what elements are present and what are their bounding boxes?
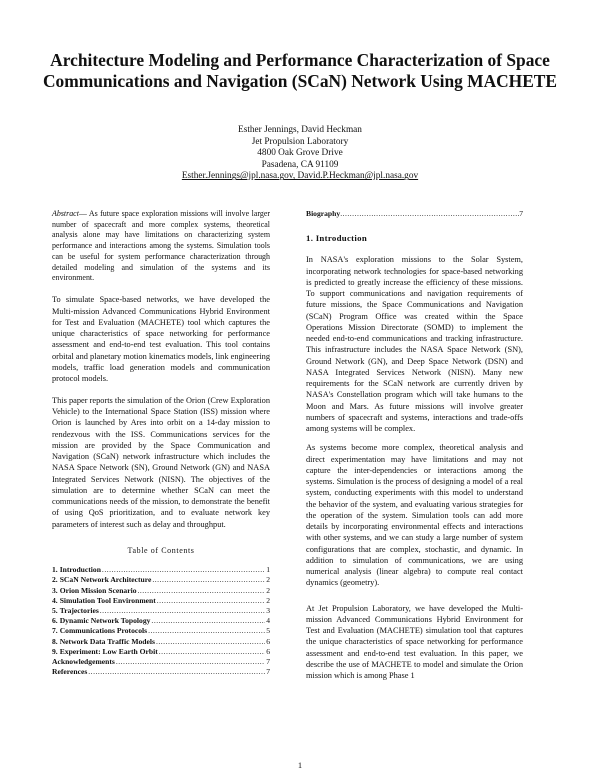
toc-leader <box>152 575 265 585</box>
page-number: 1 <box>297 760 303 770</box>
author-address-line-1: 4800 Oak Grove Drive <box>257 148 343 159</box>
toc-item-number: 2. <box>52 575 58 585</box>
toc-item-page: 6 <box>266 636 270 646</box>
table-of-contents-continued <box>306 209 523 219</box>
toc-item[interactable] <box>52 596 270 606</box>
table-of-contents <box>52 565 270 677</box>
toc-leader <box>157 596 265 606</box>
toc-item-label: Orion Mission Scenario <box>59 585 137 595</box>
toc-item-label: Biography <box>306 209 341 218</box>
toc-item-number: 1. <box>52 565 58 575</box>
toc-item-page: 2 <box>266 585 270 595</box>
toc-item-number: 8. <box>52 636 58 646</box>
toc-item-number: 5. <box>52 605 58 615</box>
toc-item-label: Acknowledgements <box>52 657 115 666</box>
toc-item[interactable] <box>306 209 523 219</box>
toc-item-label: SCaN Network Architecture <box>59 575 152 585</box>
left-paragraph: This paper reports the simulation of the Orion (Crew Exploration Vehicle) to the International Space Station (ISS) mission where Orion is launched by Ares into orbit on a 14-day mission to rendezvous with the ISS. Communications services for the mission are provided by the Space Communication and Navigation (SCaN) network infrastructure which includes the NASA Space Network (SN), Ground Network (GN) and NASA Integrated Services Network (NISN). The objectives of the simulation are to determine whether SCaN can meet the communications needs of the mission, to demonstrate the benefit of using QoS prioritization, and to evaluate network key parameters of interest such as delay and throughput. <box>52 395 270 529</box>
right-column <box>306 209 523 689</box>
left-column <box>52 209 270 677</box>
body-paragraph: At Jet Propulsion Laboratory, we have developed the Multi-mission Advanced Communications Hybrid Environment for Test and Evaluation (MACHETE) simulation tool that captures the unique characteristics of space networking for performance assessment and end-to-end test evaluation. In this paper, we describe the use of MACHETE to model and simulate the Orion mission which is among Phase 1 <box>306 603 523 680</box>
toc-item[interactable] <box>52 626 270 636</box>
toc-leader <box>138 586 266 596</box>
toc-item[interactable] <box>52 575 270 585</box>
toc-item-page: 2 <box>266 595 270 605</box>
toc-item[interactable] <box>52 657 270 667</box>
section-heading: 1. Introduction <box>306 233 368 243</box>
toc-item-label: Network Data Traffic Models <box>59 636 155 646</box>
toc-leader <box>100 606 265 616</box>
toc-item-page: 7 <box>519 209 523 218</box>
author-names: Esther Jennings, David Heckman <box>238 125 362 135</box>
toc-item-label: Introduction <box>59 565 101 575</box>
section-body <box>306 254 523 681</box>
toc-leader <box>148 626 265 636</box>
toc-item[interactable] <box>52 565 270 575</box>
toc-leader <box>116 657 265 667</box>
author-address-line-2: Pasadena, CA 91109 <box>261 159 339 170</box>
toc-item-page: 7 <box>266 667 270 677</box>
toc-item-label: Dynamic Network Topology <box>59 616 151 626</box>
toc-item-label: Trajectories <box>59 605 99 615</box>
toc-item-label: Experiment: Low Earth Orbit <box>59 646 158 656</box>
toc-item-number: 4. <box>52 595 58 605</box>
toc-item-page: 4 <box>266 616 270 626</box>
author-emails[interactable]: Esther.Jennings@jpl.nasa.gov, David.P.Heckman@jpl.nasa.gov <box>181 171 419 182</box>
toc-item[interactable] <box>52 606 270 616</box>
toc-leader <box>159 647 265 657</box>
author-block <box>160 125 440 183</box>
toc-heading: Table of Contents <box>127 545 195 555</box>
toc-item-page: 2 <box>266 575 270 585</box>
toc-item-number: 9. <box>52 646 58 656</box>
toc-item[interactable] <box>52 647 270 657</box>
body-paragraph: In NASA's exploration missions to the Solar System, incorporating network technologies for space-based networking is predicted to greatly increase the efficiency of these missions. To support communications and navigation requirements of future missions, the Space Communications and Navigation (SCaN) Program Office was created within the Space Operations Mission Directorate (SOMD) to implement the needed end-to-end communications and tracking infrastructure. This infrastructure includes the NASA Space Network (SN), Ground Network (GN), and Deep Space Network (DSN) and NASA Integrated Services Network (NISN). Many new requirements for the SCaN network are currently driven by NASA's Constellation program which will take humans to the Moon and Mars. As future missions will involve greater numbers of spacecraft and systems, interactions and trade-offs among systems will be complex. <box>306 255 523 433</box>
toc-leader <box>102 565 265 575</box>
toc-leader <box>151 616 265 626</box>
toc-item-label: Communications Protocols <box>59 626 148 636</box>
toc-item-number: 6. <box>52 616 58 626</box>
toc-leader <box>340 209 519 219</box>
toc-item[interactable] <box>52 637 270 647</box>
paper-title: Architecture Modeling and Performance Characterization of Space Communications and Navigation (SCaN) Network Using MACHETE <box>42 50 558 91</box>
toc-item-number: 3. <box>52 585 58 595</box>
toc-item-page: 3 <box>266 605 270 615</box>
toc-item[interactable] <box>52 586 270 596</box>
left-paragraph: To simulate Space-based networks, we have developed the Multi-mission Advanced Communications Hybrid Environment for Test and Evaluation (MACHETE) tool which captures the unique characteristics of space networking for performance assessment and end-to-end test evaluation. This tool contains orbital and planetary motion kinematics models, link engineering models, traffic load generation models and communication protocol models. <box>52 295 270 384</box>
toc-leader <box>88 667 265 677</box>
abstract-text: — As future space exploration missions will involve larger number of spacecraft and more complex systems, theoretical analysis alone may have limitations on characterizing system performance and interactions among the systems. Simulation tools can be useful for system performance characterization through detailed modeling and simulation of the systems and its environment. <box>52 209 270 283</box>
author-affiliation: Jet Propulsion Laboratory <box>251 136 349 147</box>
body-paragraph: As systems become more complex, theoretical analysis and direct experimentation may have limitations and may not capture the inter-dependencies or interactions among the systems. Simulation is the process of designing a model of a real system, conducting experiments with this model to understand the behavior of the system, and evaluating various strategies for the operation of the system. Simulation tools can add more details by incorporating environmental effects and interactions with other systems, and we can study a large number of system configurations that are complex, stochastic, and dynamic. In addition to simulation of communications, we are using numerical analysis (linear algebra) to compute real contact dynamics (geometry). <box>306 443 523 588</box>
abstract-label: Abstract <box>52 209 79 218</box>
toc-item-page: 6 <box>266 646 270 656</box>
toc-item-number: 7. <box>52 626 58 636</box>
toc-item-label: Simulation Tool Environment <box>59 595 156 605</box>
toc-item[interactable] <box>52 667 270 677</box>
toc-leader <box>156 637 265 647</box>
toc-item-page: 5 <box>266 626 270 636</box>
abstract <box>52 209 270 284</box>
toc-item-page: 1 <box>266 565 270 575</box>
toc-item-page: 7 <box>266 657 270 666</box>
toc-item-label: References <box>52 667 88 677</box>
toc-item[interactable] <box>52 616 270 626</box>
